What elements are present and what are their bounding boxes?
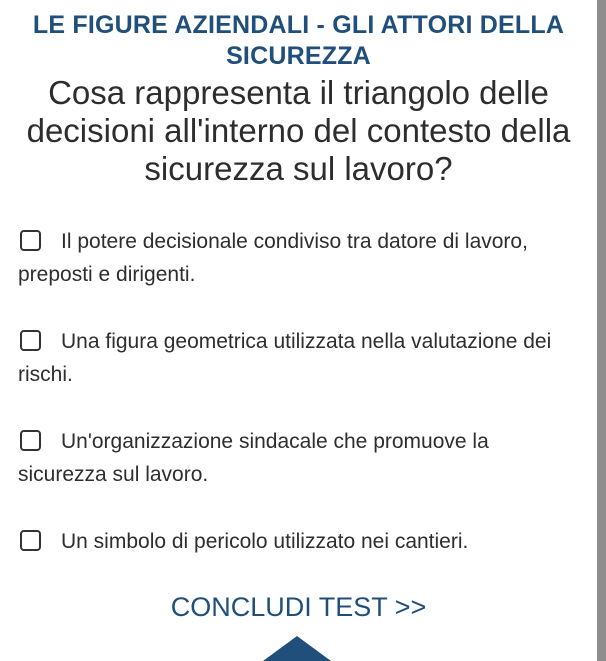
answer-option-label: Una figura geometrica utilizzata nella valutazione dei rischi. — [18, 330, 552, 386]
answer-options — [0, 225, 597, 558]
answer-option-label: Il potere decisionale condiviso tra datore di lavoro, preposti e dirigenti. — [18, 230, 528, 286]
checkbox-icon[interactable] — [20, 230, 41, 251]
conclude-test-button[interactable]: CONCLUDI TEST >> — [170, 592, 427, 622]
answer-option-3[interactable] — [18, 425, 579, 491]
answer-option-label: Un simbolo di pericolo utilizzato nei cantieri. — [61, 530, 469, 553]
checkbox-icon[interactable] — [20, 530, 41, 551]
answer-option-4[interactable] — [18, 525, 579, 558]
section-title: LE FIGURE AZIENDALI - GLI ATTORI DELLA SICUREZZA — [32, 11, 565, 70]
question-text: Cosa rappresenta il triangolo delle decisioni all'interno del contesto della sicurezza sul lavoro? — [26, 74, 571, 187]
checkbox-icon[interactable] — [20, 330, 41, 351]
answer-option-2[interactable] — [18, 325, 579, 391]
scrollbar[interactable] — [597, 0, 606, 661]
up-arrow-icon[interactable] — [263, 636, 331, 661]
answer-option-1[interactable] — [18, 225, 579, 291]
checkbox-icon[interactable] — [20, 430, 41, 451]
answer-option-label: Un'organizzazione sindacale che promuove la sicurezza sul lavoro. — [18, 430, 489, 486]
